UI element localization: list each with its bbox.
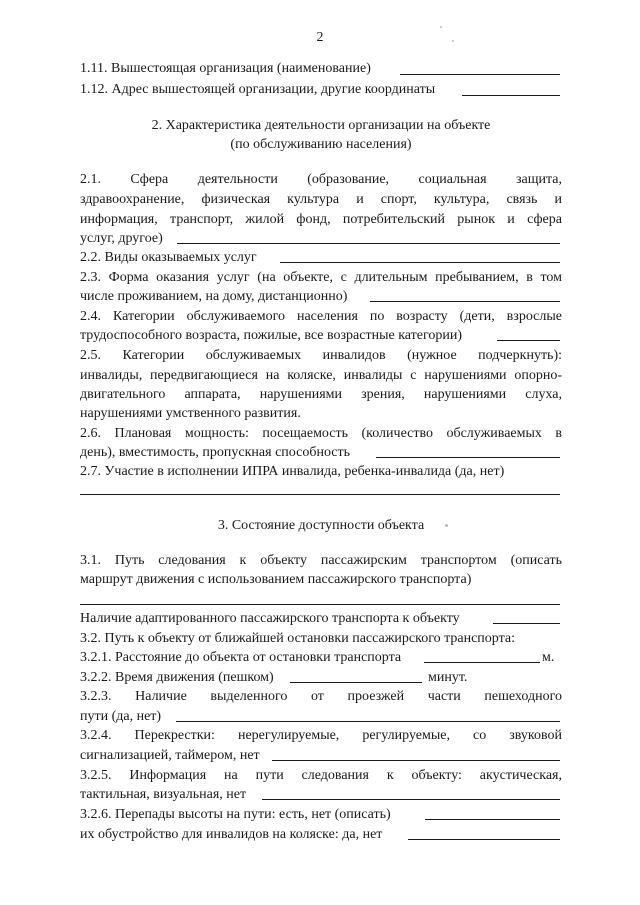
fill-line	[80, 494, 560, 495]
item-2-5-line3: двигательного аппарата, нарушениями зрения, нарушениями слуха,	[80, 387, 562, 402]
fill-line	[280, 262, 560, 263]
item-2-6-line2: день), вместимость, пропускная способность	[80, 445, 351, 460]
item-1-12: 1.12. Адрес вышестоящей организации, другие координаты	[80, 82, 436, 97]
item-2-5-line4: нарушениями умственного развития.	[80, 406, 301, 421]
item-3-2: 3.2. Путь к объекту от ближайшей остановки пассажирского транспорта:	[80, 631, 515, 646]
item-3-1-line2: маршрут движения с использованием пассажирского транспорта)	[80, 572, 472, 587]
fill-line	[462, 95, 560, 96]
item-3-2-4-line2: сигнализацией, таймером, нет	[80, 748, 260, 763]
fill-line	[493, 623, 560, 624]
scan-speck	[452, 40, 454, 42]
fill-line	[497, 340, 560, 341]
item-3-2-1: 3.2.1. Расстояние до объекта от остановки транспорта	[80, 650, 402, 665]
scan-speck	[445, 524, 448, 527]
unit-minutes: минут.	[428, 670, 468, 685]
fill-line	[290, 682, 422, 683]
fill-line	[424, 662, 540, 663]
fill-line	[376, 457, 560, 458]
fill-line	[400, 74, 560, 75]
fill-line	[177, 243, 560, 244]
fill-line	[262, 799, 560, 800]
item-2-4-line2: трудоспособного возраста, пожилые, все возрастные категории)	[80, 328, 463, 343]
item-2-5-line1: 2.5. Категории обслуживаемых инвалидов (нужное подчеркнуть):	[80, 348, 562, 363]
item-2-7: 2.7. Участие в исполнении ИПРА инвалида, ребенка-инвалида (да, нет)	[80, 464, 505, 479]
fill-line	[272, 760, 560, 761]
fill-line	[80, 604, 560, 605]
page-number: 2	[316, 30, 324, 45]
item-3-1-line1: 3.1. Путь следования к объекту пассажирским транспортом (описать	[80, 553, 562, 568]
unit-meters: м.	[542, 650, 555, 665]
item-2-3-line2: числе проживанием, на дому, дистанционно)	[80, 289, 348, 304]
section-2-subheading: (по обслуживанию населения)	[230, 137, 412, 152]
section-3-heading: 3. Состояние доступности объекта	[217, 518, 425, 533]
fill-line	[176, 721, 560, 722]
item-3-2-2: 3.2.2. Время движения (пешком)	[80, 670, 274, 685]
item-2-1-line2: здравоохранение, физическая культура и спорт, культура, связь и	[80, 192, 562, 207]
item-3-2-5-line2: тактильная, визуальная, нет	[80, 787, 247, 802]
item-2-3-line1: 2.3. Форма оказания услуг (на объекте, с длительным пребыванием, в том	[80, 270, 562, 285]
fill-line	[370, 301, 560, 302]
item-3-2-3-line2: пути (да, нет)	[80, 709, 162, 724]
item-3-2-6-line2: их обустройство для инвалидов на коляске: да, нет	[80, 827, 383, 842]
item-3-1-line3: Наличие адаптированного пассажирского транспорта к объекту	[80, 611, 460, 626]
item-1-11: 1.11. Вышестоящая организация (наименование)	[80, 61, 371, 76]
scan-speck	[440, 26, 442, 28]
item-2-1-line3: информация, транспорт, жилой фонд, потребительский рынок и сфера	[80, 212, 562, 227]
item-3-2-5-line1: 3.2.5. Информация на пути следования к объекту: акустическая,	[80, 768, 562, 783]
item-2-1-line1: 2.1. Сфера деятельности (образование, социальная защита,	[80, 172, 562, 187]
item-2-6-line1: 2.6. Плановая мощность: посещаемость (количество обслуживаемых в	[80, 426, 562, 441]
item-2-5-line2: инвалиды, передвигающиеся на коляске, инвалиды с нарушениями опорно-	[80, 368, 562, 383]
fill-line	[425, 819, 560, 820]
item-2-1-line4: услуг, другое)	[80, 231, 163, 246]
item-3-2-4-line1: 3.2.4. Перекрестки: нерегулируемые, регулируемые, со звуковой	[80, 728, 562, 743]
item-2-4-line1: 2.4. Категории обслуживаемого населения по возрасту (дети, взрослые	[80, 309, 562, 324]
item-3-2-3-line1: 3.2.3. Наличие выделенного от проезжей части пешеходного	[80, 689, 562, 704]
section-2-heading: 2. Характеристика деятельности организации на объекте	[151, 118, 491, 133]
item-2-2: 2.2. Виды оказываемых услуг	[80, 250, 257, 265]
fill-line	[408, 839, 560, 840]
item-3-2-6-line1: 3.2.6. Перепады высоты на пути: есть, нет (описать)	[80, 807, 391, 822]
